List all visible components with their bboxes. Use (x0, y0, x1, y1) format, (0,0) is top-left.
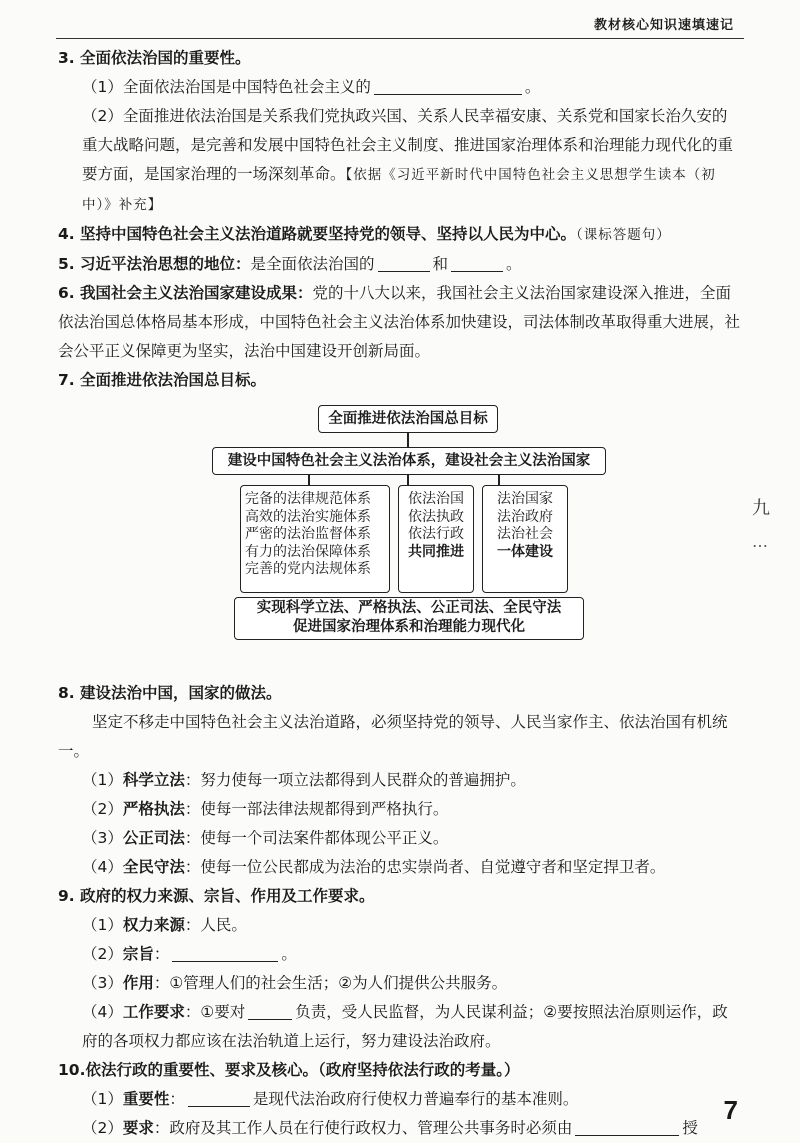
fill-blank[interactable] (575, 1117, 679, 1136)
section-3-item-1: （1）全面依法治国是中国特色社会主义的 。 (82, 78, 541, 96)
section-8-item: （4）全民守法：使每一位公民都成为法治的忠实崇尚者、自觉遵守者和坚定捍卫者。 (82, 858, 666, 876)
section-9-item-4: （4）工作要求：①要对 负责，受人民监督，为人民谋利益；②要按照法治原则运作，政府的各项权力都应该在法治轨道上运行，努力建设法治政府。 (82, 1003, 728, 1050)
diagram-top-box: 全面推进依法治国总目标 (318, 405, 498, 433)
running-header: 教材核心知识速填速记 (593, 18, 734, 33)
section-6: 6. 我国社会主义法治国家建设成果：党的十八大以来，我国社会主义法治国家建设深入推进，全面依法治国总体格局基本形成，中国特色社会主义法治体系加快建设，司法体制改革取得重大进展，社会公平正义保障更为坚实，法治中国建设开创新局面。 (58, 284, 741, 360)
section-3-item-2: （2）全面推进依法治国是关系我们党执政兴国、关系人民幸福安康、关系党和国家长治久安的重大战略问题，是完善和发展中国特色社会主义制度、推进国家治理体系和治理能力现代化的重要方面，是国家治理的一场深刻革命。【依据《习近平新时代中国特色社会主义思想学生读本（初中）》补充】 (82, 107, 734, 213)
page-number: 7 (723, 1095, 738, 1125)
section-8-intro: 坚定不移走中国特色社会主义法治道路，必须坚持党的领导、人民当家作主、依法治国有机统一。 (58, 713, 728, 760)
connector (407, 433, 409, 447)
goal-diagram (58, 399, 742, 677)
diagram-right-box: 法治国家 法治政府 法治社会 一体建设 (482, 485, 568, 593)
section-3-heading: 3. 全面依法治国的重要性。 (58, 49, 251, 67)
section-10-item-1: （1）重要性： 是现代法治政府行使权力普遍奉行的基本准则。 (82, 1090, 579, 1108)
section-8-item: （3）公正司法：使每一个司法案件都体现公平正义。 (82, 829, 449, 847)
section-10-item-2: （2）要求：政府及其工作人员在行使行政权力、管理公共事务时必须由 授 (82, 1119, 698, 1137)
section-8-heading: 8. 建设法治中国，国家的做法。 (58, 684, 282, 702)
section-8-item: （1）科学立法：努力使每一项立法都得到人民群众的普遍拥护。 (82, 771, 526, 789)
section-9-heading: 9. 政府的权力来源、宗旨、作用及工作要求。 (58, 887, 375, 905)
fill-blank[interactable] (248, 1001, 292, 1020)
connector (498, 475, 500, 485)
margin-mark: … (752, 532, 768, 551)
section-5: 5. 习近平法治思想的地位：是全面依法治国的 和 。 (58, 255, 522, 273)
fill-blank[interactable] (378, 253, 430, 272)
diagram-center-box: 依法治国 依法执政 依法行政 共同推进 (398, 485, 474, 593)
fill-blank[interactable] (451, 253, 503, 272)
page-content (58, 44, 742, 1143)
diagram-bottom-box: 实现科学立法、严格执法、公正司法、全民守法 促进国家治理体系和治理能力现代化 (234, 597, 584, 640)
margin-mark: 九 (752, 498, 770, 519)
section-7-heading: 7. 全面推进依法治国总目标。 (58, 371, 267, 389)
diagram-left-box: 完备的法律规范体系 高效的法治实施体系 严密的法治监督体系 有力的法治保障体系 完善的党内法规体系 (240, 485, 390, 593)
diagram-mid-box: 建设中国特色社会主义法治体系，建设社会主义法治国家 (212, 447, 606, 475)
connector (308, 475, 310, 485)
fill-blank[interactable] (374, 76, 522, 95)
section-9-item-1: （1）权力来源：人民。 (82, 916, 247, 934)
fill-blank[interactable] (188, 1088, 250, 1107)
header-rule (56, 38, 744, 39)
section-9-item-2: （2）宗旨： 。 (82, 945, 297, 963)
section-10-heading: 10.依法行政的重要性、要求及核心。（政府坚持依法行政的考量。） (58, 1061, 520, 1079)
connector (407, 475, 409, 485)
section-4: 4. 坚持中国特色社会主义法治道路就要坚持党的领导、坚持以人民为中心。（课标答题句） (58, 225, 671, 243)
fill-blank[interactable] (172, 943, 278, 962)
section-9-item-3: （3）作用：①管理人们的社会生活；②为人们提供公共服务。 (82, 974, 508, 992)
section-8-item: （2）严格执法：使每一部法律法规都得到严格执行。 (82, 800, 449, 818)
